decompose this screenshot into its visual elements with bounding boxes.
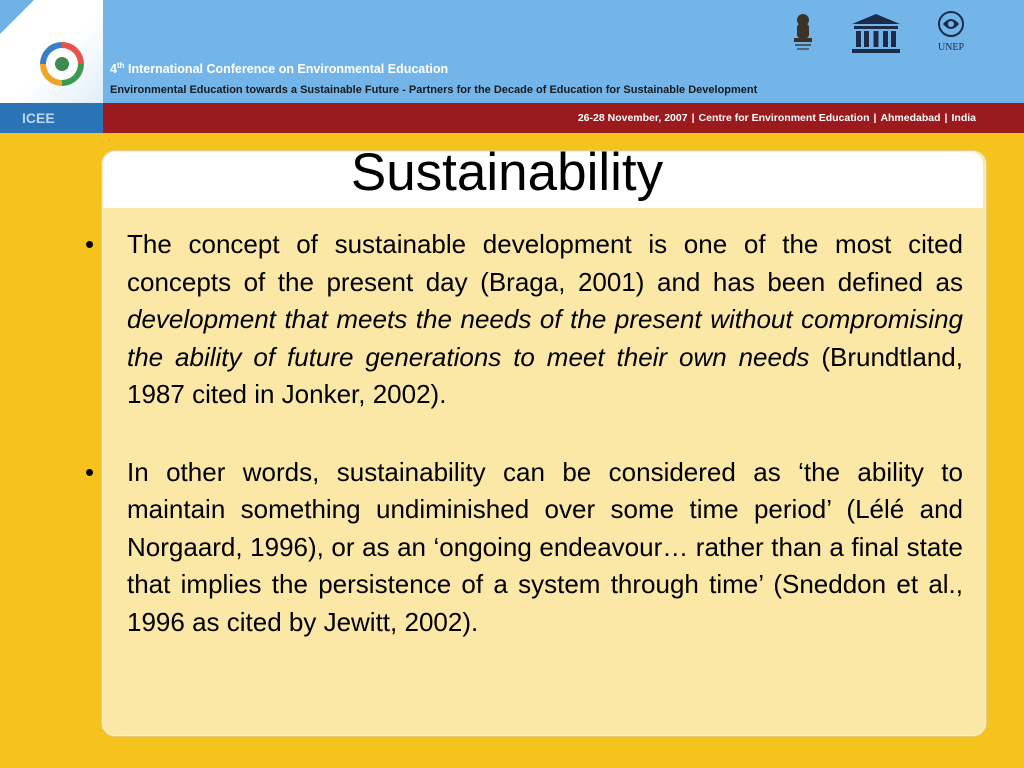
slide-title: Sustainability xyxy=(350,143,664,202)
header-title-band xyxy=(103,0,1024,103)
event-country: India xyxy=(951,112,976,124)
icee-label: ICEE xyxy=(22,110,55,126)
bullet-other-words: • In other words, sustainability can be considered as ‘the ability to maintain something undiminished over some time period’ (Lélé and Norgaard, 1996), or as an ‘ongoing endeavour… rather than a final state that implies the persistence of a system through time’ (Sneddon et al., 1996 as cited by Jewitt, 2002). xyxy=(83,454,963,642)
event-organizer: Centre for Environment Education xyxy=(698,112,870,124)
conference-title: 4th International Conference on Environmental Education xyxy=(110,61,449,77)
icee-band xyxy=(0,103,103,133)
conference-header xyxy=(0,0,1024,133)
event-info-band xyxy=(103,103,1024,133)
event-date: 26-28 November, 2007 xyxy=(577,112,688,124)
corner-accent xyxy=(0,0,34,34)
event-city: Ahmedabad xyxy=(880,112,941,124)
event-info: 26-28 November, 2007 | Centre for Environment Education | Ahmedabad | India xyxy=(577,112,976,124)
unep-logo-icon xyxy=(929,10,973,58)
header-logo-area xyxy=(0,0,103,103)
bullet-definition: • The concept of sustainable development is one of the most cited concepts of the present day (Braga, 2001) and has been defined as development that meets the needs of the present without compromising the ability of future generations to meet their own needs (Brundtland, 1987 cited in Jonker, 2002). xyxy=(83,226,963,414)
unep-label: UNEP xyxy=(937,42,965,53)
unesco-logo-icon xyxy=(850,12,902,54)
conference-subtitle: Environmental Education towards a Sustainable Future - Partners for the Decade of Education for Sustainable Development xyxy=(110,84,758,96)
icee-logo-icon xyxy=(40,42,84,86)
bullet-list xyxy=(83,226,963,641)
brundtland-definition: development that meets the needs of the present without compromising the ability of future generations to meet their own needs xyxy=(127,304,963,372)
india-emblem-icon xyxy=(790,12,816,52)
